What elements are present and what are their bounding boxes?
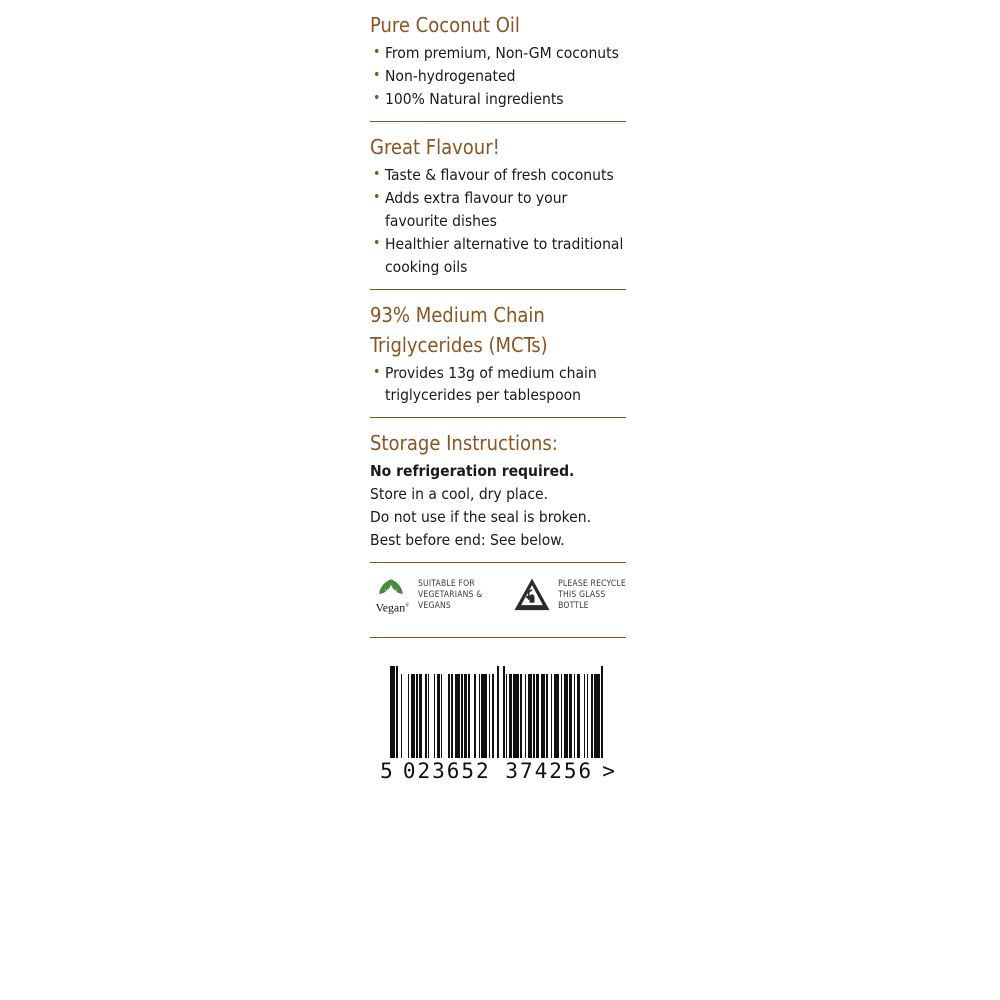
storage-line: Store in a cool, dry place. xyxy=(370,485,549,504)
bullet-list xyxy=(370,164,628,279)
list-item: • Non-hydrogenated xyxy=(370,65,628,88)
section-mct xyxy=(370,290,628,408)
list-item: • 100% Natural ingredients xyxy=(370,88,628,111)
barcode xyxy=(370,666,626,783)
recycle-icon xyxy=(512,576,552,616)
bullet-list xyxy=(370,362,628,408)
vegan-society-icon xyxy=(370,575,412,617)
section-heading: Great Flavour! xyxy=(370,134,500,159)
storage-line: Best before end: See below. xyxy=(370,530,565,549)
section-heading: Pure Coconut Oil xyxy=(370,13,520,37)
vegan-logo-caption: SUITABLE FOR VEGETARIANS & VEGANS xyxy=(418,578,483,612)
vegan-logo-block xyxy=(370,575,492,617)
section-great-flavour xyxy=(370,122,628,279)
section-storage-instructions xyxy=(370,418,628,551)
barcode-bars xyxy=(390,666,605,758)
barcode-tail: > xyxy=(602,758,616,783)
svg-text:Vegan: Vegan xyxy=(385,587,397,593)
section-heading: 93% Medium Chain Triglycerides (MCTs) xyxy=(370,302,548,357)
storage-line: No refrigeration required. xyxy=(370,462,575,481)
product-label-panel xyxy=(370,0,628,783)
barcode-lead-digit: 5 xyxy=(380,758,394,783)
svg-text:Society: Society xyxy=(385,593,397,598)
storage-line: Do not use if the seal is broken. xyxy=(370,507,592,526)
divider xyxy=(370,637,626,638)
recycle-logo-caption: PLEASE RECYCLE THIS GLASS BOTTLE xyxy=(558,578,626,612)
barcode-digits xyxy=(380,759,616,783)
recycle-logo-block xyxy=(512,576,628,616)
bullet-list xyxy=(370,42,628,111)
list-item: • From premium, Non-GM coconuts xyxy=(370,42,628,65)
section-pure-coconut-oil xyxy=(370,0,628,111)
storage-heading: Storage Instructions: xyxy=(370,431,558,456)
list-item: • Adds extra flavour to your favourite dishes xyxy=(370,187,628,233)
list-item: • Taste & flavour of fresh coconuts xyxy=(370,164,628,187)
certification-logos xyxy=(370,563,628,627)
barcode-main-digits: 023652 374256 xyxy=(402,758,594,783)
list-item: • Healthier alternative to traditional cooking oils xyxy=(370,233,628,279)
svg-text:Vegan: Vegan xyxy=(375,599,406,614)
svg-text:®: ® xyxy=(405,603,409,608)
list-item: • Provides 13g of medium chain triglycerides per tablespoon xyxy=(370,362,628,408)
